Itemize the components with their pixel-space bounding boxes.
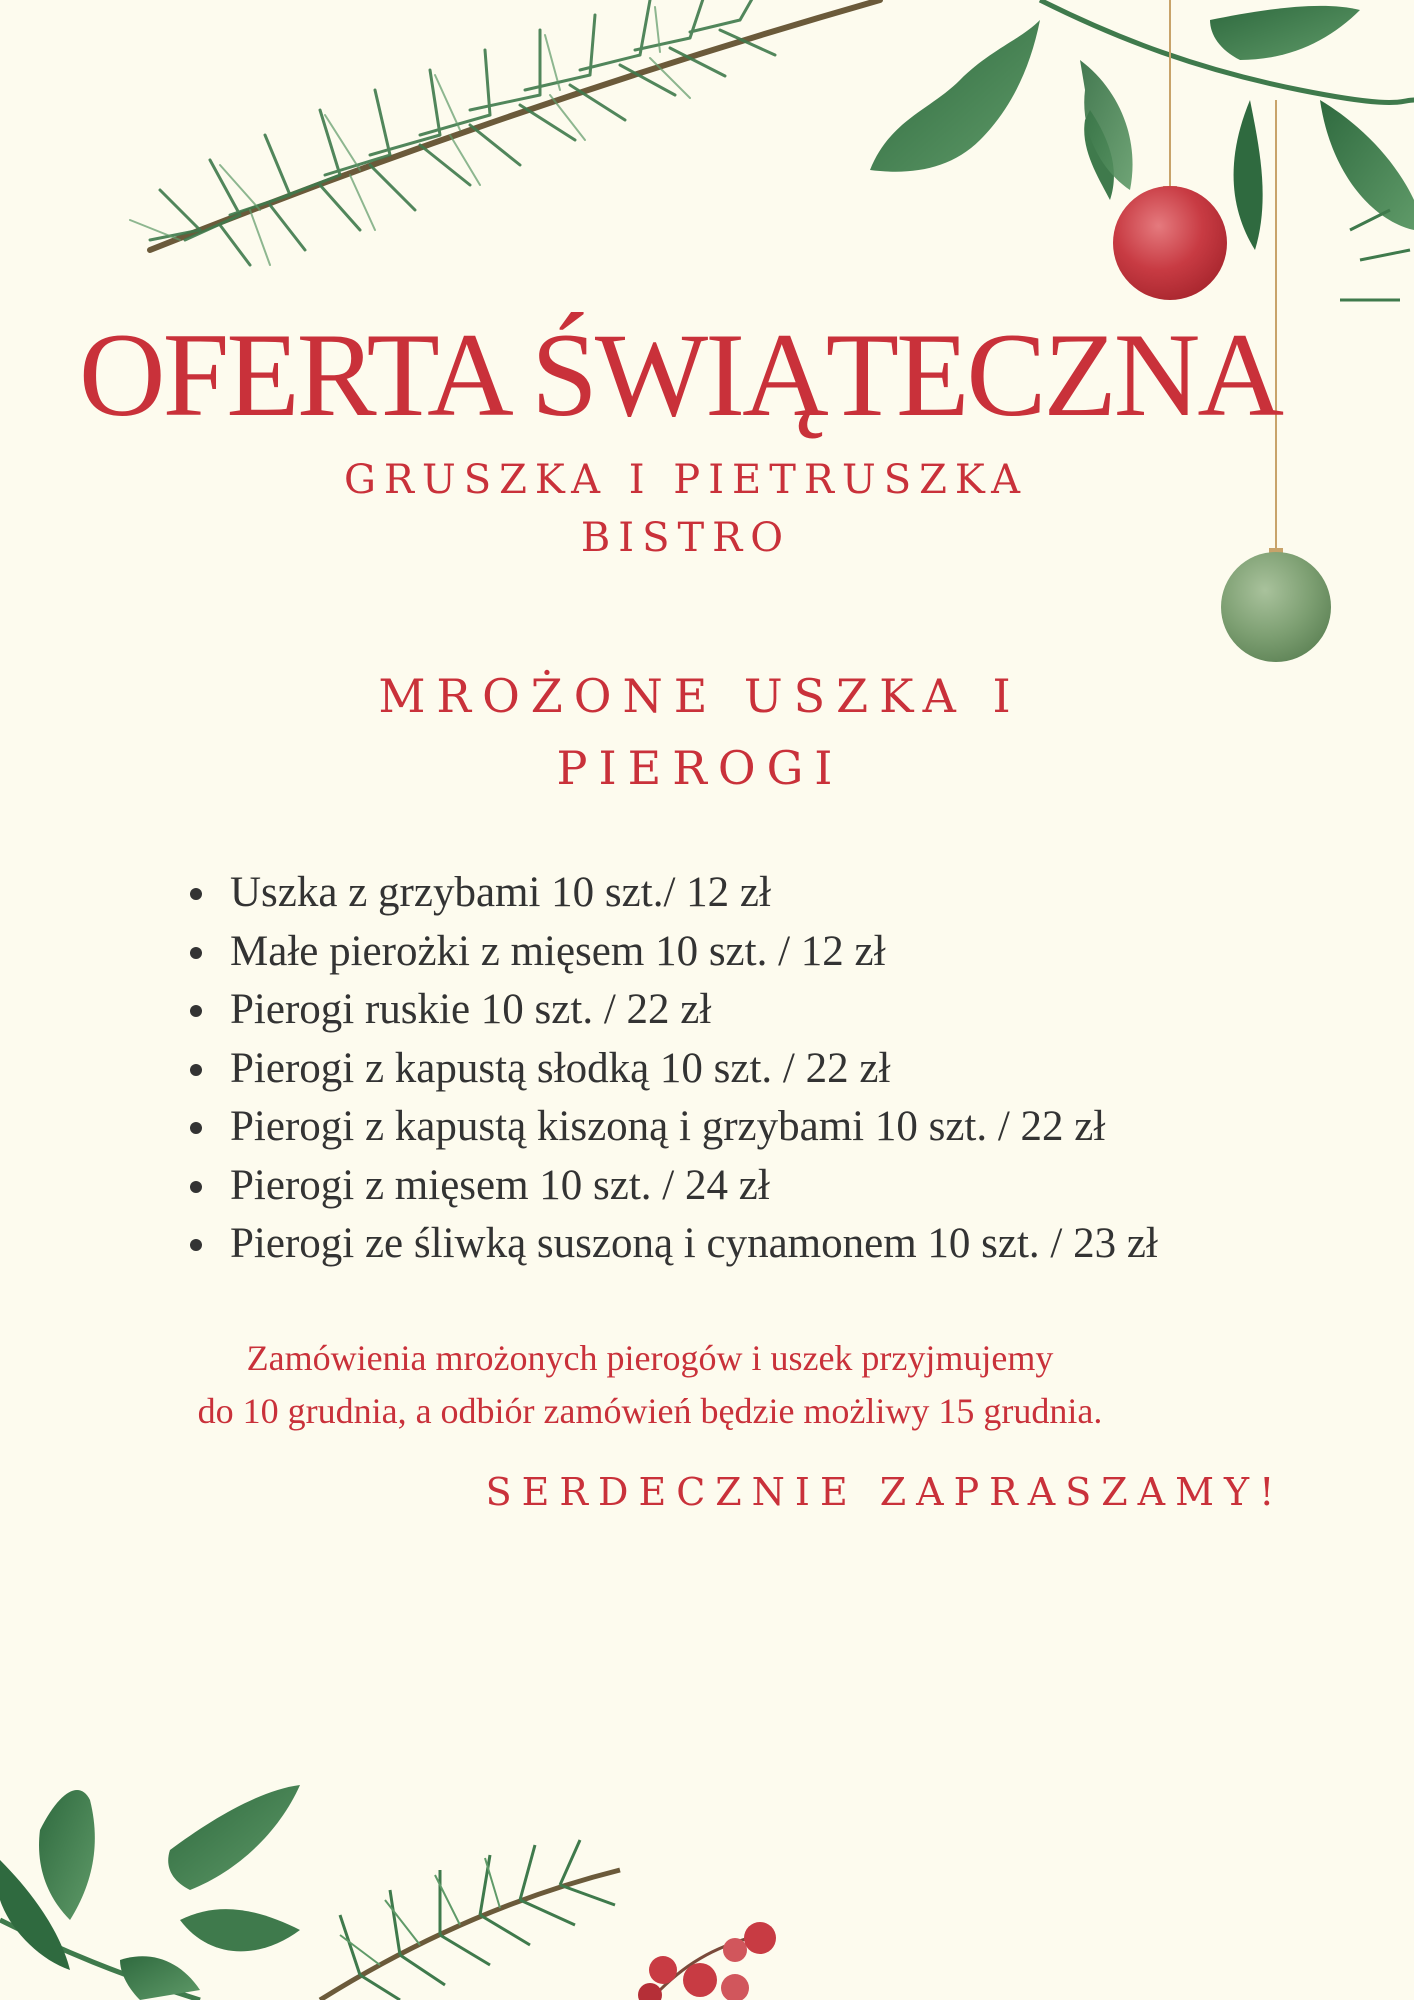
menu-item-text: Małe pierożki z mięsem 10 szt. / 12 zł: [230, 927, 886, 975]
red-berries-icon: [638, 1922, 776, 2000]
list-item: [186, 923, 1386, 982]
closing-invitation: SERDECZNIE ZAPRASZAMY!: [485, 1470, 1285, 1514]
menu-item-text: Pierogi ruskie 10 szt. / 22 zł: [230, 986, 712, 1033]
bullet-icon: [190, 1181, 202, 1193]
holly-leaf-bottom-icon: [0, 1785, 300, 2000]
menu-item-text: Pierogi z mięsem 10 szt. / 24 zł: [230, 1161, 770, 1209]
list-item: [186, 1215, 1386, 1274]
list-item: [186, 1040, 1386, 1099]
bullet-icon: [190, 1064, 202, 1076]
bullet-icon: [190, 1239, 202, 1251]
menu-list: [186, 864, 1386, 1274]
list-item: [186, 1157, 1386, 1216]
bullet-icon: [190, 1005, 202, 1017]
bullet-icon: [190, 888, 202, 900]
menu-item-text: Pierogi ze śliwką suszoną i cynamonem 10 szt. / 23 zł: [230, 1220, 1158, 1267]
pine-branch-top-icon: [130, 0, 880, 265]
section-title-line2: PIEROGI: [556, 741, 844, 795]
menu-item-text: Pierogi z kapustą słodką 10 szt. / 22 zł: [230, 1044, 891, 1092]
bullet-icon: [190, 1122, 202, 1134]
list-item: [186, 981, 1386, 1040]
bullet-icon: [190, 947, 202, 959]
list-item: [186, 1098, 1386, 1157]
pine-branch-bottom-icon: [320, 1840, 620, 2000]
section-title-line1: MROŻONE USZKA I: [378, 669, 1022, 723]
menu-item-text: Uszka z grzybami 10 szt./ 12 zł: [230, 869, 771, 916]
order-notice-line1: Zamówienia mrożonych pierogów i uszek przyjmujemy: [246, 1338, 1054, 1378]
restaurant-type: BISTRO: [580, 515, 792, 561]
page-title: OFERTA ŚWIĄTECZNA: [78, 308, 1282, 441]
menu-item-text: Pierogi z kapustą kiszoną i grzybami 10 szt. / 22 zł: [230, 1103, 1106, 1150]
list-item: [186, 864, 1386, 923]
restaurant-name: GRUSZKA I PIETRUSZKA: [343, 457, 1029, 503]
order-notice-line2: do 10 grudnia, a odbiór zamówień będzie możliwy 15 grudnia.: [197, 1391, 1103, 1431]
